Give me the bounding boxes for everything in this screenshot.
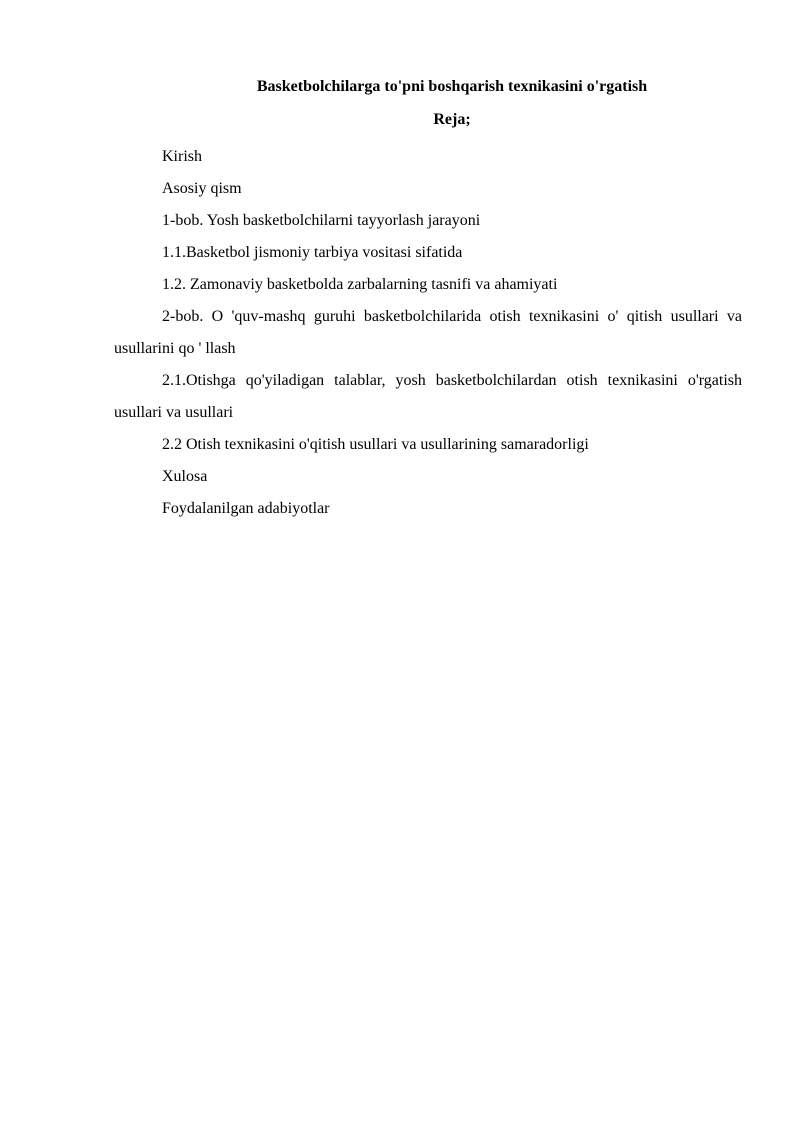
toc-item-conclusion: Xulosa (162, 468, 208, 485)
toc-item-chapter-1: 1-bob. Yosh basketbolchilarni tayyorlash jarayoni (162, 212, 481, 229)
document-title: Basketbolchilarga to'pni boshqarish texnikasini o'rgatish (256, 78, 648, 95)
toc-item-introduction: Kirish (162, 148, 202, 165)
toc-item-main-part: Asosiy qism (162, 180, 242, 197)
toc-item-chapter-2: 2-bob. O 'quv-mashq guruhi basketbolchilarida otish texnikasini o' qitish usullari va usullarini qo ' llash (114, 308, 742, 357)
toc-item-section-2-1: 2.1.Otishga qo'yiladigan talablar, yosh basketbolchilardan otish texnikasini o'rgatish usullari va usullari (114, 372, 742, 421)
toc-item-section-1-2: 1.2. Zamonaviy basketbolda zarbalarning tasnifi va ahamiyati (162, 276, 558, 293)
toc-item-references: Foydalanilgan adabiyotlar (162, 500, 330, 517)
plan-heading: Reja; (433, 111, 471, 128)
table-of-contents (114, 141, 742, 525)
toc-item-section-2-2: 2.2 Otish texnikasini o'qitish usullari va usullarining samaradorligi (162, 436, 589, 453)
toc-item-section-1-1: 1.1.Basketbol jismoniy tarbiya vositasi sifatida (162, 244, 463, 261)
